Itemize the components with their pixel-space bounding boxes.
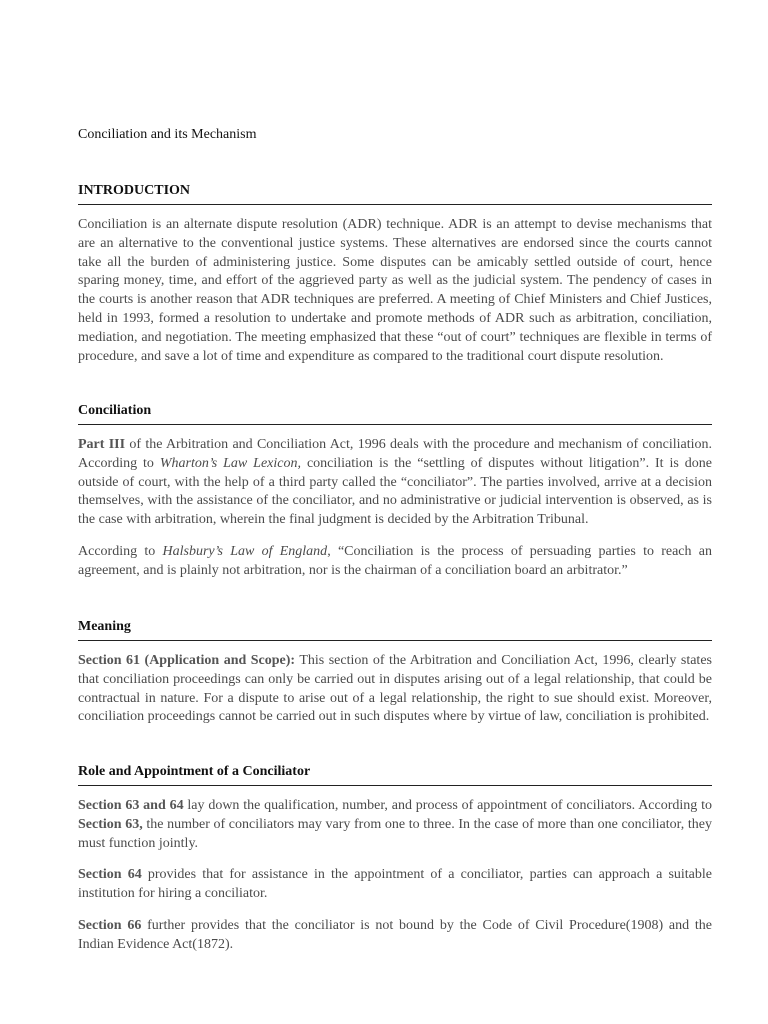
role-paragraph-2: Section 64 provides that for assistance in the appointment of a conciliator, parties can approach a suitable institution for hiring a conciliator. bbox=[78, 867, 712, 902]
section-introduction bbox=[78, 182, 712, 366]
heading-conciliation: Conciliation bbox=[78, 402, 712, 425]
role-paragraph-1: Section 63 and 64 lay down the qualification, number, and process of appointment of conciliators. According to Section 63, the number of conciliators may vary from one to three. In the case of more than one conciliator, they must function jointly. bbox=[78, 798, 712, 851]
section-conciliation bbox=[78, 402, 712, 581]
conciliation-paragraph-1: Part III of the Arbitration and Conciliation Act, 1996 deals with the procedure and mechanism of conciliation. According to Wharton’s Law Lexicon, conciliation is the “settling of disputes without litigation”. It is done outside of court, with the help of a third party called the “conciliator”. The parties involved, arrive at a decision themselves, with the assistance of the conciliator, and no administrative or judicial intervention is observed, as is the case with arbitration, wherein the final judgment is decided by the Arbitration Tribunal. bbox=[78, 437, 713, 528]
section-63-64-ref: Section 63 and 64 bbox=[78, 798, 184, 813]
section-meaning bbox=[78, 618, 712, 727]
section-66-ref: Section 66 bbox=[78, 917, 142, 933]
intro-paragraph: Conciliation is an alternate dispute resolution (ADR) technique. ADR is an attempt to devise mechanisms that are an alternative to the conventional justice systems. These alternatives are endorsed since the courts cannot take all the burden of administering justice. Some disputes can be amicably settled outside of court, hence sparing money, time, and effort of the aggrieved party as well as the judicial system. The pendency of cases in the courts is another reason that ADR techniques are preferred. A meeting of Chief Ministers and Chief Justices, held in 1993, formed a resolution to undertake and promote methods of ADR such as arbitration, conciliation, mediation, and negotiation. The meeting emphasized that these “out of court” techniques are flexible in terms of procedure, and save a lot of time and expenditure as compared to the traditional court dispute resolution. bbox=[78, 217, 712, 364]
section-role-appointment bbox=[78, 763, 712, 955]
conciliation-paragraph-2: According to Halsbury’s Law of England, “Conciliation is the process of persuading parties to reach an agreement, and is plainly not arbitration, nor is the chairman of a conciliation board an arbitrator.” bbox=[78, 543, 713, 578]
section-63-ref: Section 63, bbox=[78, 816, 143, 832]
heading-meaning: Meaning bbox=[78, 618, 712, 641]
meaning-paragraph: Section 61 (Application and Scope): This section of the Arbitration and Conciliation Act, 1996, clearly states that conciliation proceedings can only be carried out in disputes arising out of a legal relationship, that could be contractual in nature. For a dispute to arise out of a legal relationship, the right to sue should exist. Moreover, conciliation proceedings cannot be carried out in such disputes where by virtue of law, conciliation is prohibited. bbox=[78, 653, 712, 725]
heading-introduction: INTRODUCTION bbox=[78, 182, 712, 205]
section-61-ref: Section 61 (Application and Scope): bbox=[78, 653, 296, 668]
halsburys-law-ref: Halsbury’s Law of England bbox=[162, 543, 328, 559]
whartons-law-lexicon-ref: Wharton’s Law Lexicon, bbox=[159, 455, 301, 471]
role-paragraph-3: Section 66 further provides that the conciliator is not bound by the Code of Civil Procedure(1908) and the Indian Evidence Act(1872). bbox=[78, 917, 712, 952]
section-64-ref: Section 64 bbox=[78, 867, 142, 883]
part-iii-ref: Part III bbox=[78, 437, 126, 452]
heading-role-appointment: Role and Appointment of a Conciliator bbox=[78, 763, 712, 786]
document-title: Conciliation and its Mechanism bbox=[78, 127, 257, 142]
